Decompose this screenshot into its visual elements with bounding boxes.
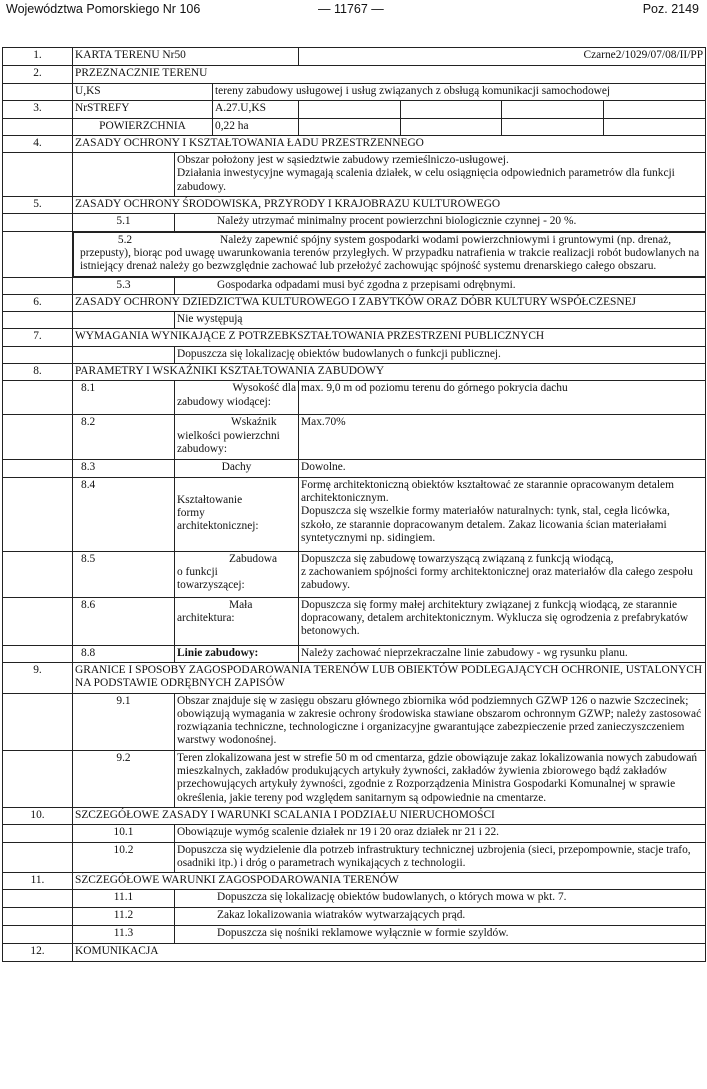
row-10 — [3, 807, 706, 824]
row-8-1 — [3, 381, 706, 415]
section-number: 6. — [3, 294, 73, 311]
param-number: 8.6 — [73, 597, 175, 645]
param-name: Mała architektura: — [175, 597, 299, 645]
param-number: 8.3 — [73, 460, 175, 477]
section-number: 5. — [3, 197, 73, 214]
card-title: KARTA TERENU Nr50 — [73, 48, 299, 66]
section-heading: ZASADY OCHRONY DZIEDZICTWA KULTUROWEGO I ZABYTKÓW ORAZ DÓBR KULTURY WSPÓŁCZESNEJ — [73, 294, 706, 311]
section-heading: PARAMETRY I WSKAŹNIKI KSZTAŁTOWANIA ZABUDOWY — [73, 364, 706, 381]
param-number: 8.2 — [73, 415, 175, 460]
item-number: 11.1 — [73, 890, 175, 908]
row-8-2 — [3, 415, 706, 460]
section-heading: ZASADY OCHRONY I KSZTAŁTOWANIA ŁADU PRZESTRZENNEGO — [73, 135, 706, 152]
zone-description: tereny zabudowy usługowej i usług związanych z obsługą komunikacji samochodowej — [213, 84, 706, 101]
param-value: Dopuszcza się formy małej architektury związanej z funkcją wiodącą, ze starannie dopracowany, detalem architektonicznym. Wyklucza się ogrodzenia z prefabrykatów betonowych. — [299, 597, 706, 645]
param-value — [299, 551, 706, 597]
row-3 — [3, 101, 706, 118]
param-name: Dachy — [175, 460, 299, 477]
item-text: Zakaz lokalizowania wiatraków wytwarzających prąd. — [175, 908, 706, 926]
row-12 — [3, 944, 706, 962]
param-number: 8.1 — [73, 381, 175, 415]
section-heading: SZCZEGÓŁOWE WARUNKI ZAGOSPODAROWANIA TERENÓW — [73, 873, 706, 890]
section-number: 2. — [3, 66, 73, 84]
item-number: 5.3 — [73, 277, 175, 294]
item-text: Obszar znajduje się w zasięgu obszaru głównego zbiornika wód podziemnych GZWP 126 o nazwie Szczecinek; obowiązują wymagania w zakresie ochrony środowiska stawiane obszarom ochronnym GZWP; należy zastosować rozwiązania techniczne, technologiczne i organizacyjne gwarantujące zabezpieczenie przed zanieczyszczeniem warstwy wodonośnej. — [175, 693, 706, 750]
row-1 — [3, 48, 706, 66]
item-text: Należy utrzymać minimalny procent powierzchni biologicznie czynnej - 20 %. — [175, 214, 706, 231]
row-11-2 — [3, 908, 706, 926]
card-code: Czarne2/1029/07/08/II/PP — [299, 48, 706, 66]
row-11-3 — [3, 926, 706, 944]
section-heading: PRZEZNACZNIE TERENU — [73, 66, 706, 84]
item-number: 11.3 — [73, 926, 175, 944]
item-number: 5.1 — [73, 214, 175, 231]
row-8-8 — [3, 645, 706, 662]
param-number: 8.4 — [73, 477, 175, 551]
page-header — [0, 0, 707, 20]
row-2 — [3, 66, 706, 84]
row-8-4 — [3, 477, 706, 551]
text-line: Obszar położony jest w sąsiedztwie zabudowy rzemieślniczo-usługowej. — [177, 154, 509, 167]
param-name: Wskaźnik wielkości powierzchni zabudowy: — [175, 415, 299, 460]
section-number: 9. — [3, 662, 73, 693]
section-number: 1. — [3, 48, 73, 66]
row-10-1 — [3, 825, 706, 842]
item-text: Dopuszcza się lokalizację obiektów budowlanych, o których mowa w pkt. 7. — [175, 890, 706, 908]
row-8-6 — [3, 597, 706, 645]
row-9-1 — [3, 693, 706, 750]
section-number: 7. — [3, 329, 73, 346]
param-name: Zabudowa o funkcji towarzyszącej: — [175, 551, 299, 597]
row-4-detail — [3, 153, 706, 197]
row-11 — [3, 873, 706, 890]
row-5-3 — [3, 277, 706, 294]
text-line: z zachowaniem spójności formy architektonicznej oraz materiałów dla całego zespołu zabudowy. — [301, 565, 693, 592]
section-text: Nie występują — [175, 312, 706, 329]
row-8-3 — [3, 460, 706, 477]
row-8 — [3, 364, 706, 381]
zone-number-label: NrSTREFY — [73, 101, 213, 118]
row-7 — [3, 329, 706, 346]
row-9-2 — [3, 750, 706, 807]
item-text: Obowiązuje wymóg scalenie działek nr 19 i 20 oraz działek nr 21 i 22. — [175, 825, 706, 842]
section-heading: WYMAGANIA WYNIKAJĄCE Z POTRZEBKSZTAŁTOWANIA PRZESTRZENI PUBLICZNYCH — [73, 329, 706, 346]
section-heading: KOMUNIKACJA — [73, 944, 706, 962]
section-heading: SZCZEGÓŁOWE ZASADY I WARUNKI SCALANIA I PODZIAŁU NIERUCHOMOŚCI — [73, 807, 706, 824]
row-10-2 — [3, 842, 706, 873]
item-text: Dopuszcza się wydzielenie dla potrzeb infrastruktury technicznej uzbrojenia (sieci, przepompownie, stacje trafo, osadniki itp.) i dróg o parametrach wynikających z technologii. — [175, 842, 706, 873]
row-5-2 — [3, 231, 706, 277]
param-value: Max.70% — [299, 415, 706, 460]
text-line: Dopuszcza się zabudowę towarzyszącą związaną z funkcją wiodącą, — [301, 552, 614, 565]
item-text: Dopuszcza się nośniki reklamowe wyłącznie w formie szyldów. — [175, 926, 706, 944]
item-number: 10.1 — [73, 825, 175, 842]
row-11-1 — [3, 890, 706, 908]
page-number: — 11767 — — [318, 2, 384, 16]
item-number: 5.2 — [117, 233, 133, 246]
row-7-detail — [3, 346, 706, 363]
param-value: max. 9,0 m od poziomu terenu do górnego pokrycia dachu — [299, 381, 706, 415]
text-line: Dopuszcza się wszelkie formy materiałów naturalnych: tynk, stal, cegła licówka, szkoło, ze starannie dopracowanym detalem. Zakaz licowania ścian materiałami syntetycznymi np. sidingiem. — [301, 505, 670, 544]
row-9 — [3, 662, 706, 693]
section-heading: ZASADY OCHRONY ŚRODOWISKA, PRZYRODY I KRAJOBRAZU KULTUROWEGO — [73, 197, 706, 214]
area-value: 0,22 ha — [213, 118, 299, 135]
zone-symbol: U,KS — [73, 84, 213, 101]
param-name: Kształtowanie formy architektonicznej: — [175, 477, 299, 551]
section-number: 4. — [3, 135, 73, 152]
journal-title: Województwa Pomorskiego Nr 106 — [6, 2, 201, 16]
param-name: Wysokość dla zabudowy wiodącej: — [175, 381, 299, 415]
row-8-5 — [3, 551, 706, 597]
item-text: Gospodarka odpadami musi być zgodna z przepisami odrębnymi. — [175, 277, 706, 294]
text-line: Formę architektoniczną obiektów kształtować ze starannie opracowanym detalem architektonicznym. — [301, 478, 674, 504]
zone-number-value: A.27.U,KS — [213, 101, 299, 118]
section-text — [175, 153, 706, 197]
row-3-area — [3, 118, 706, 135]
row-2-detail — [3, 84, 706, 101]
section-number: 3. — [3, 101, 73, 118]
item-text: Należy zapewnić spójny system gospodarki wodami powierzchniowymi i gruntowymi (np. drenaż, przepusty), biorąc pod uwagę uwarunkowania terenów przyległych. W przypadku natrafienia w trakcie realizacji robót budowlanych na istniejący drenaż należy go bezwzględnie zachować lub przełożyć zachowując spójność systemu drenarskiego całego obszaru. — [80, 233, 700, 273]
text-line: Działania inwestycyjne wymagają scalenia działek, w celu osiągnięcia odpowiednich parametrów dla funkcji zabudowy. — [177, 167, 675, 193]
param-number: 8.8 — [73, 645, 175, 662]
row-6 — [3, 294, 706, 311]
row-5 — [3, 197, 706, 214]
section-text: Dopuszcza się lokalizację obiektów budowlanych o funkcji publicznej. — [175, 346, 706, 363]
section-number: 10. — [3, 807, 73, 824]
section-number: 8. — [3, 364, 73, 381]
position-number: Poz. 2149 — [642, 2, 699, 16]
row-4 — [3, 135, 706, 152]
param-number: 8.5 — [73, 551, 175, 597]
section-number: 11. — [3, 873, 73, 890]
param-name: Linie zabudowy: — [175, 645, 299, 662]
item-text: Teren zlokalizowana jest w strefie 50 m od cmentarza, gdzie obowiązuje zakaz lokalizowania nowych zabudowań mieszkalnych, zakładów produkujących artykuły żywności, zakładów żywienia zbiorowego bądź zakładów przechowujących artykuły żywności, zgodnie z Rozporządzenia Ministra Gospodarki Komunalnej w sprawie określenia, jakie tereny pod względem sanitarnym są odpowiednie na cmentarze. — [175, 750, 706, 807]
item-number: 9.2 — [73, 750, 175, 807]
section-heading: GRANICE I SPOSOBY ZAGOSPODAROWANIA TERENÓW LUB OBIEKTÓW PODLEGAJĄCYCH OCHRONIE, USTALONYCH NA PODSTAWIE ODRĘBNYCH ZAPISÓW — [73, 662, 706, 693]
land-card-table — [2, 47, 706, 962]
param-value: Należy zachować nieprzekraczalne linie zabudowy - wg rysunku planu. — [299, 645, 706, 662]
item-number: 9.1 — [73, 693, 175, 750]
row-6-detail — [3, 312, 706, 329]
row-5-1 — [3, 214, 706, 231]
area-label: POWIERZCHNIA — [73, 118, 213, 135]
param-value — [299, 477, 706, 551]
param-value: Dowolne. — [299, 460, 706, 477]
section-number: 12. — [3, 944, 73, 962]
item-number: 10.2 — [73, 842, 175, 873]
item-number: 11.2 — [73, 908, 175, 926]
